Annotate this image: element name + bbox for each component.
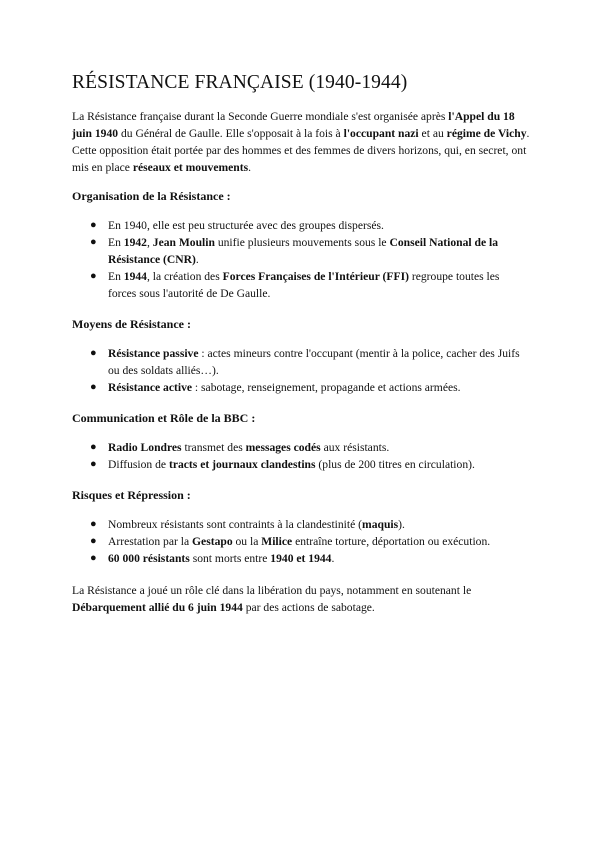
intro-text: . — [248, 161, 252, 174]
intro-bold: régime de Vichy — [446, 127, 527, 140]
bullet-icon: ● — [90, 441, 97, 453]
list-item — [72, 234, 530, 268]
item-bold: Résistance passive — [108, 347, 199, 360]
intro-text: et au — [418, 127, 447, 140]
item-bold: Conseil National de la Résistance (CNR) — [108, 236, 499, 266]
intro-text: du Général de Gaulle. Elle s'opposait à la fois à — [118, 127, 344, 140]
list-item — [72, 379, 530, 396]
item-bold: Résistance active — [108, 381, 193, 394]
item-bold: 1944 — [123, 270, 147, 283]
bullet-icon: ● — [90, 518, 97, 530]
bullet-icon: ● — [90, 535, 97, 547]
section-heading-organisation: Organisation de la Résistance : — [72, 189, 231, 203]
list-item — [72, 550, 530, 567]
item-bold: tracts et journaux clandestins — [168, 458, 316, 471]
document-page — [72, 72, 530, 616]
item-bold: Jean Moulin — [152, 236, 215, 249]
intro-bold: l'Appel du 18 juin 1940 — [72, 110, 515, 140]
section-heading-risques: Risques et Répression : — [72, 488, 191, 502]
item-text: , la création des — [146, 270, 223, 283]
item-bold: maquis — [362, 518, 399, 531]
item-text: En 1940, elle est peu structurée avec des groupes dispersés. — [108, 219, 384, 232]
bullet-icon: ● — [90, 552, 97, 564]
list-item — [72, 268, 530, 302]
item-text: Nombreux résistants sont contraints à la clandestinité ( — [108, 518, 363, 531]
item-text: ). — [398, 518, 405, 531]
item-text: Diffusion de — [108, 458, 169, 471]
section-heading-moyens: Moyens de Résistance : — [72, 317, 191, 331]
list-item — [72, 456, 530, 473]
item-text: aux résistants. — [320, 441, 390, 454]
list-moyens — [72, 345, 530, 396]
bullet-icon: ● — [90, 219, 97, 231]
item-text: entraîne torture, déportation ou exécution. — [292, 535, 491, 548]
list-communication — [72, 439, 530, 473]
bullet-icon: ● — [90, 381, 97, 393]
bullet-icon: ● — [90, 270, 97, 282]
intro-bold: l'occupant nazi — [343, 127, 419, 140]
item-bold: Gestapo — [192, 535, 233, 548]
item-text: : actes mineurs contre l'occupant (mentir à la police, cacher des Juifs ou des soldats alliés…). — [108, 347, 520, 377]
intro-paragraph — [72, 108, 530, 176]
item-text: , — [146, 236, 153, 249]
item-text: (plus de 200 titres en circulation). — [315, 458, 475, 471]
item-text: En — [108, 270, 124, 283]
item-bold: messages codés — [245, 441, 321, 454]
list-item — [72, 217, 530, 234]
bullet-icon: ● — [90, 236, 97, 248]
list-item — [72, 439, 530, 456]
conclusion-paragraph — [72, 582, 530, 616]
item-text: sont morts entre — [189, 552, 271, 565]
item-text: . — [195, 253, 199, 266]
item-bold: 1942 — [123, 236, 147, 249]
item-text: unifie plusieurs mouvements sous le — [214, 236, 390, 249]
conclusion-bold: Débarquement allié du 6 juin 1944 — [72, 601, 243, 614]
item-text: . — [331, 552, 335, 565]
item-bold: 60 000 résistants — [108, 552, 190, 565]
document-title: RÉSISTANCE FRANÇAISE (1940-1944) — [72, 72, 408, 93]
item-bold: Milice — [261, 535, 293, 548]
item-bold: Radio Londres — [108, 441, 182, 454]
conclusion-text: par des actions de sabotage. — [242, 601, 375, 614]
list-item — [72, 533, 530, 550]
item-bold: 1940 et 1944 — [270, 552, 332, 565]
item-text: En — [108, 236, 124, 249]
list-item — [72, 345, 530, 379]
bullet-icon: ● — [90, 347, 97, 359]
intro-bold: réseaux et mouvements — [132, 161, 249, 174]
item-text: transmet des — [181, 441, 246, 454]
item-text: Arrestation par la — [108, 535, 193, 548]
item-text: : sabotage, renseignement, propagande et actions armées. — [192, 381, 461, 394]
section-heading-communication: Communication et Rôle de la BBC : — [72, 411, 256, 425]
bullet-icon: ● — [90, 458, 97, 470]
item-text: ou la — [232, 535, 262, 548]
item-text: regroupe toutes les forces sous l'autorité de De Gaulle. — [108, 270, 500, 300]
list-risques — [72, 516, 530, 567]
intro-text: La Résistance française durant la Seconde Guerre mondiale s'est organisée après — [72, 110, 449, 123]
intro-text: . Cette opposition était portée par des hommes et des femmes de divers horizons, qui, en secret, ont mis en place — [72, 127, 530, 174]
item-bold: Forces Françaises de l'Intérieur (FFI) — [222, 270, 409, 283]
conclusion-text: La Résistance a joué un rôle clé dans la libération du pays, notamment en soutenant le — [72, 584, 472, 597]
list-organisation — [72, 217, 530, 302]
list-item — [72, 516, 530, 533]
